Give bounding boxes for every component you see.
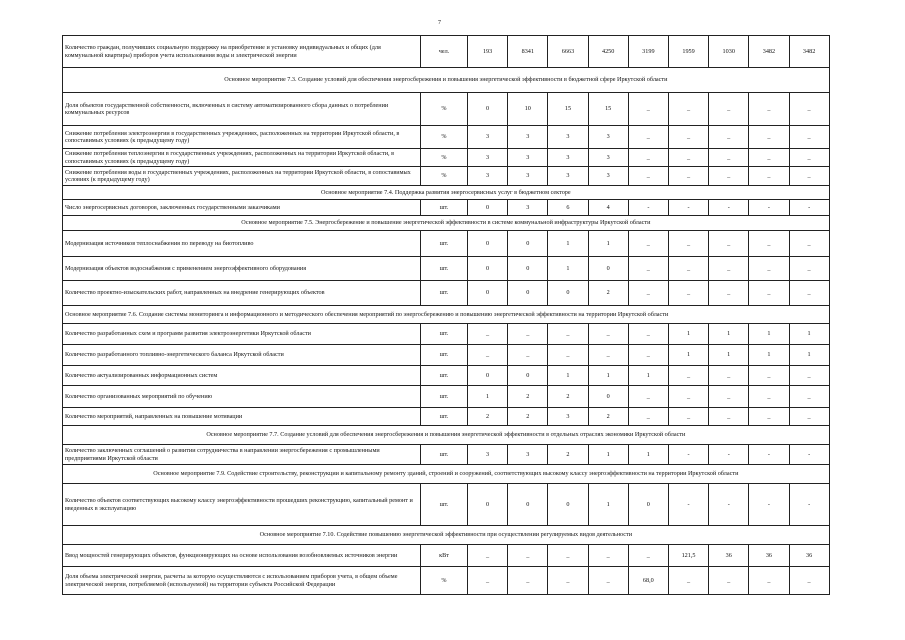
section-row — [63, 306, 830, 324]
value-cell: - — [789, 484, 829, 526]
indicator-name: Модернизация объектов водоснабжения с применением энергоэффективного оборудования — [63, 257, 421, 281]
value-cell: - — [749, 200, 789, 216]
value-cell: 3 — [468, 167, 508, 186]
value-cell: _ — [628, 149, 668, 167]
value-cell: - — [668, 484, 708, 526]
section-row — [63, 426, 830, 445]
value-cell: - — [749, 484, 789, 526]
table-row — [63, 257, 830, 281]
unit-cell: шт. — [421, 366, 468, 386]
section-row — [63, 186, 830, 200]
value-cell: _ — [789, 386, 829, 408]
table-row — [63, 324, 830, 345]
section-title: Основное мероприятие 7.10. Содействие повышению энергетической эффективности при осуществлении регулируемых видов деятельности — [63, 526, 830, 545]
value-cell: 3 — [588, 149, 628, 167]
value-cell: _ — [628, 257, 668, 281]
indicator-name: Модернизация источников теплоснабжения по переводу на биотопливо — [63, 231, 421, 257]
value-cell: 3 — [588, 167, 628, 186]
unit-cell: % — [421, 126, 468, 149]
indicator-name: Количество актуализированных информационных систем — [63, 366, 421, 386]
table-row — [63, 231, 830, 257]
value-cell: _ — [508, 324, 548, 345]
indicators-table — [62, 35, 830, 595]
value-cell: 2 — [588, 281, 628, 306]
value-cell: 36 — [789, 545, 829, 567]
value-cell: 0 — [468, 231, 508, 257]
table-row — [63, 386, 830, 408]
value-cell: 1 — [548, 257, 588, 281]
value-cell: 0 — [508, 281, 548, 306]
value-cell: _ — [749, 126, 789, 149]
value-cell: 1 — [709, 324, 749, 345]
value-cell: _ — [548, 324, 588, 345]
value-cell: 1 — [588, 366, 628, 386]
value-cell: _ — [628, 281, 668, 306]
value-cell: 36 — [709, 545, 749, 567]
value-cell: _ — [668, 366, 708, 386]
value-cell: _ — [709, 93, 749, 126]
table-row — [63, 93, 830, 126]
value-cell: 0 — [468, 257, 508, 281]
value-cell: 2 — [508, 408, 548, 426]
unit-cell: чел. — [421, 36, 468, 68]
indicator-name: Количество граждан, получивших социальную поддержку на приобретение и установку индивидуальных и общих (для коммунальной квартиры) приборов учета использования воды и электрической энергии — [63, 36, 421, 68]
indicator-name: Снижение потребления воды в государственных учреждениях, расположенных на территории Иркутской области, в сопоставимых условиях (к предыдущему году) — [63, 167, 421, 186]
table-row — [63, 484, 830, 526]
value-cell: 0 — [508, 484, 548, 526]
value-cell: 3 — [508, 149, 548, 167]
unit-cell: шт. — [421, 200, 468, 216]
value-cell: 1 — [789, 345, 829, 366]
indicator-name: Ввод мощностей генерирующих объектов, функционирующих на основе использования возобновляемых источников энергии — [63, 545, 421, 567]
value-cell: 1 — [668, 345, 708, 366]
table-row — [63, 567, 830, 595]
value-cell: 0 — [468, 93, 508, 126]
value-cell: 6663 — [548, 36, 588, 68]
value-cell: 1 — [588, 445, 628, 465]
value-cell: 1 — [588, 231, 628, 257]
section-title: Основное мероприятие 7.3. Создание условий для обеспечения энергосбережения и повышения энергетической эффективности в бюджетной сфере Иркутской области — [63, 68, 830, 93]
value-cell: 6 — [548, 200, 588, 216]
value-cell: 0 — [588, 386, 628, 408]
value-cell: 0 — [508, 257, 548, 281]
value-cell: 0 — [588, 257, 628, 281]
table-row — [63, 126, 830, 149]
value-cell: 3 — [508, 167, 548, 186]
value-cell: 2 — [468, 408, 508, 426]
value-cell: _ — [789, 231, 829, 257]
value-cell: _ — [789, 93, 829, 126]
table-row — [63, 545, 830, 567]
value-cell: _ — [709, 386, 749, 408]
indicator-name: Количество разработанных схем и программ развития электроэнергетики Иркутской области — [63, 324, 421, 345]
value-cell: 3482 — [749, 36, 789, 68]
value-cell: 2 — [548, 445, 588, 465]
value-cell: 1 — [628, 366, 668, 386]
value-cell: _ — [628, 345, 668, 366]
value-cell: _ — [628, 126, 668, 149]
table-row — [63, 167, 830, 186]
value-cell: 3 — [508, 445, 548, 465]
value-cell: 1959 — [668, 36, 708, 68]
value-cell: _ — [468, 545, 508, 567]
indicator-name: Количество объектов соответствующих высокому классу энергоэффективности прошедших реконструкцию, капитальный ремонт и введенных в эксплуатацию — [63, 484, 421, 526]
value-cell: _ — [749, 386, 789, 408]
unit-cell: шт. — [421, 324, 468, 345]
value-cell: 8341 — [508, 36, 548, 68]
value-cell: 1 — [548, 366, 588, 386]
value-cell: _ — [668, 149, 708, 167]
unit-cell: шт. — [421, 408, 468, 426]
value-cell: _ — [668, 167, 708, 186]
value-cell: 193 — [468, 36, 508, 68]
value-cell: - — [668, 445, 708, 465]
value-cell: _ — [709, 408, 749, 426]
value-cell: 0 — [468, 484, 508, 526]
page-number: 7 — [438, 20, 441, 26]
value-cell: _ — [709, 126, 749, 149]
value-cell: 0 — [508, 231, 548, 257]
value-cell: _ — [508, 345, 548, 366]
value-cell: 3 — [548, 126, 588, 149]
unit-cell: % — [421, 149, 468, 167]
value-cell: _ — [668, 257, 708, 281]
value-cell: 15 — [548, 93, 588, 126]
indicator-name: Доля объектов государственной собственности, включенных в систему автоматизированного сбора данных о потреблении коммунальных ресурсов — [63, 93, 421, 126]
value-cell: 3482 — [789, 36, 829, 68]
section-row — [63, 526, 830, 545]
section-title: Основное мероприятие 7.6. Создание системы мониторинга и информационного и методического обеспечения мероприятий по энергосбережению и повышению энергетической эффективности на территории Иркутской области — [63, 306, 830, 324]
value-cell: _ — [628, 324, 668, 345]
value-cell: 3 — [468, 126, 508, 149]
value-cell: _ — [548, 545, 588, 567]
value-cell: _ — [628, 408, 668, 426]
table-row — [63, 345, 830, 366]
value-cell: _ — [668, 231, 708, 257]
value-cell: 0 — [468, 366, 508, 386]
value-cell: 1 — [749, 324, 789, 345]
value-cell: _ — [668, 408, 708, 426]
value-cell: _ — [508, 567, 548, 595]
table-row — [63, 36, 830, 68]
value-cell: _ — [709, 231, 749, 257]
value-cell: _ — [668, 567, 708, 595]
value-cell: _ — [789, 567, 829, 595]
value-cell: _ — [709, 567, 749, 595]
value-cell: - — [709, 484, 749, 526]
value-cell: _ — [628, 386, 668, 408]
table-row — [63, 200, 830, 216]
value-cell: _ — [628, 93, 668, 126]
value-cell: 0 — [508, 366, 548, 386]
value-cell: _ — [749, 149, 789, 167]
value-cell: 1 — [468, 386, 508, 408]
value-cell: 3 — [588, 126, 628, 149]
value-cell: 1 — [628, 445, 668, 465]
section-title: Основное мероприятие 7.9. Содействие строительству, реконструкции и капитальному ремонту зданий, строений и сооружений, соответствующих высокому классу энергоэффективности на территории Иркутской области — [63, 465, 830, 484]
value-cell: 3 — [508, 126, 548, 149]
value-cell: 2 — [548, 386, 588, 408]
indicator-name: Количество заключенных соглашений о развитии сотрудничества в направлении энергосбережения с промышленными предприятиями Иркутской области — [63, 445, 421, 465]
value-cell: 0 — [468, 200, 508, 216]
value-cell: _ — [588, 324, 628, 345]
value-cell: _ — [668, 281, 708, 306]
value-cell: _ — [588, 345, 628, 366]
value-cell: _ — [749, 167, 789, 186]
indicator-name: Число энергосервисных договоров, заключенных государственными заказчиками — [63, 200, 421, 216]
indicator-name: Снижение потребления теплоэнергии в государственных учреждениях, расположенных на территории Иркутской области, в сопоставимых условиях (к предыдущему году) — [63, 149, 421, 167]
value-cell: 3 — [548, 408, 588, 426]
section-title: Основное мероприятие 7.7. Создание условий для обеспечения энергосбережения и повышения энергетической эффективности в отдельных отраслях экономики Иркутской области — [63, 426, 830, 445]
value-cell: - — [749, 445, 789, 465]
table-row — [63, 445, 830, 465]
value-cell: _ — [709, 167, 749, 186]
value-cell: 0 — [548, 484, 588, 526]
value-cell: _ — [628, 545, 668, 567]
value-cell: _ — [749, 257, 789, 281]
indicator-name: Количество разработанного топливно-энергетического баланса Иркутской области — [63, 345, 421, 366]
value-cell: 121,5 — [668, 545, 708, 567]
value-cell: 15 — [588, 93, 628, 126]
value-cell: 2 — [588, 408, 628, 426]
value-cell: _ — [749, 281, 789, 306]
value-cell: _ — [789, 126, 829, 149]
table-row — [63, 149, 830, 167]
value-cell: 3 — [508, 200, 548, 216]
indicator-name: Доля объема электрической энергии, расчеты за которую осуществляются с использованием приборов учета, в общем объеме электрической энергии, потребляемой (используемой) на территории субъекта Российской Федерации — [63, 567, 421, 595]
value-cell: _ — [468, 567, 508, 595]
unit-cell: шт. — [421, 345, 468, 366]
value-cell: _ — [588, 545, 628, 567]
value-cell: _ — [749, 408, 789, 426]
value-cell: _ — [508, 545, 548, 567]
value-cell: _ — [789, 408, 829, 426]
value-cell: _ — [548, 567, 588, 595]
value-cell: 3 — [468, 445, 508, 465]
value-cell: _ — [789, 167, 829, 186]
value-cell: _ — [709, 281, 749, 306]
unit-cell: % — [421, 567, 468, 595]
value-cell: _ — [749, 567, 789, 595]
unit-cell: шт. — [421, 484, 468, 526]
value-cell: - — [709, 445, 749, 465]
value-cell: 2 — [508, 386, 548, 408]
unit-cell: шт. — [421, 281, 468, 306]
value-cell: - — [709, 200, 749, 216]
value-cell: _ — [789, 366, 829, 386]
value-cell: - — [628, 200, 668, 216]
value-cell: 3 — [548, 167, 588, 186]
value-cell: _ — [789, 257, 829, 281]
value-cell: 36 — [749, 545, 789, 567]
section-title: Основное мероприятие 7.5. Энергосбережение и повышение энергетической эффективности в системе коммунальной инфраструктуры Иркутской области — [63, 216, 830, 231]
unit-cell: шт. — [421, 257, 468, 281]
value-cell: 3 — [548, 149, 588, 167]
value-cell: 1 — [749, 345, 789, 366]
unit-cell: % — [421, 167, 468, 186]
value-cell: 0 — [628, 484, 668, 526]
unit-cell: % — [421, 93, 468, 126]
value-cell: 4250 — [588, 36, 628, 68]
value-cell: 1 — [709, 345, 749, 366]
value-cell: 0 — [468, 281, 508, 306]
section-row — [63, 68, 830, 93]
table-row — [63, 281, 830, 306]
indicator-name: Количество организованных мероприятий по обучению — [63, 386, 421, 408]
value-cell: _ — [548, 345, 588, 366]
indicator-name: Снижение потребления электроэнергии в государственных учреждениях, расположенных на территории Иркутской области, в сопоставимых условиях (к предыдущему году) — [63, 126, 421, 149]
unit-cell: шт. — [421, 445, 468, 465]
section-title: Основное мероприятие 7.4. Поддержка развития энергосервисных услуг в бюджетном секторе — [63, 186, 830, 200]
value-cell: 3 — [468, 149, 508, 167]
value-cell: _ — [789, 281, 829, 306]
value-cell: 4 — [588, 200, 628, 216]
value-cell: 10 — [508, 93, 548, 126]
value-cell: 1 — [668, 324, 708, 345]
table-row — [63, 366, 830, 386]
value-cell: _ — [668, 386, 708, 408]
section-row — [63, 465, 830, 484]
value-cell: 1 — [548, 231, 588, 257]
value-cell: _ — [668, 126, 708, 149]
indicator-name: Количество проектно-изыскательских работ, направленных на внедрение генерирующих объектов — [63, 281, 421, 306]
value-cell: - — [789, 445, 829, 465]
value-cell: _ — [588, 567, 628, 595]
value-cell: _ — [749, 231, 789, 257]
value-cell: - — [789, 200, 829, 216]
value-cell: _ — [749, 366, 789, 386]
table-row — [63, 408, 830, 426]
value-cell: 68,0 — [628, 567, 668, 595]
value-cell: _ — [628, 167, 668, 186]
unit-cell: кВт — [421, 545, 468, 567]
value-cell: _ — [709, 366, 749, 386]
value-cell: 3199 — [628, 36, 668, 68]
value-cell: 1 — [588, 484, 628, 526]
value-cell: _ — [789, 149, 829, 167]
value-cell: _ — [749, 93, 789, 126]
value-cell: _ — [628, 231, 668, 257]
value-cell: _ — [468, 324, 508, 345]
section-row — [63, 216, 830, 231]
value-cell: 0 — [548, 281, 588, 306]
value-cell: _ — [668, 93, 708, 126]
unit-cell: шт. — [421, 231, 468, 257]
value-cell: _ — [468, 345, 508, 366]
value-cell: - — [668, 200, 708, 216]
value-cell: 1 — [789, 324, 829, 345]
indicator-name: Количество мероприятий, направленных на повышение мотивации — [63, 408, 421, 426]
value-cell: _ — [709, 149, 749, 167]
unit-cell: шт. — [421, 386, 468, 408]
value-cell: _ — [709, 257, 749, 281]
value-cell: 1030 — [709, 36, 749, 68]
